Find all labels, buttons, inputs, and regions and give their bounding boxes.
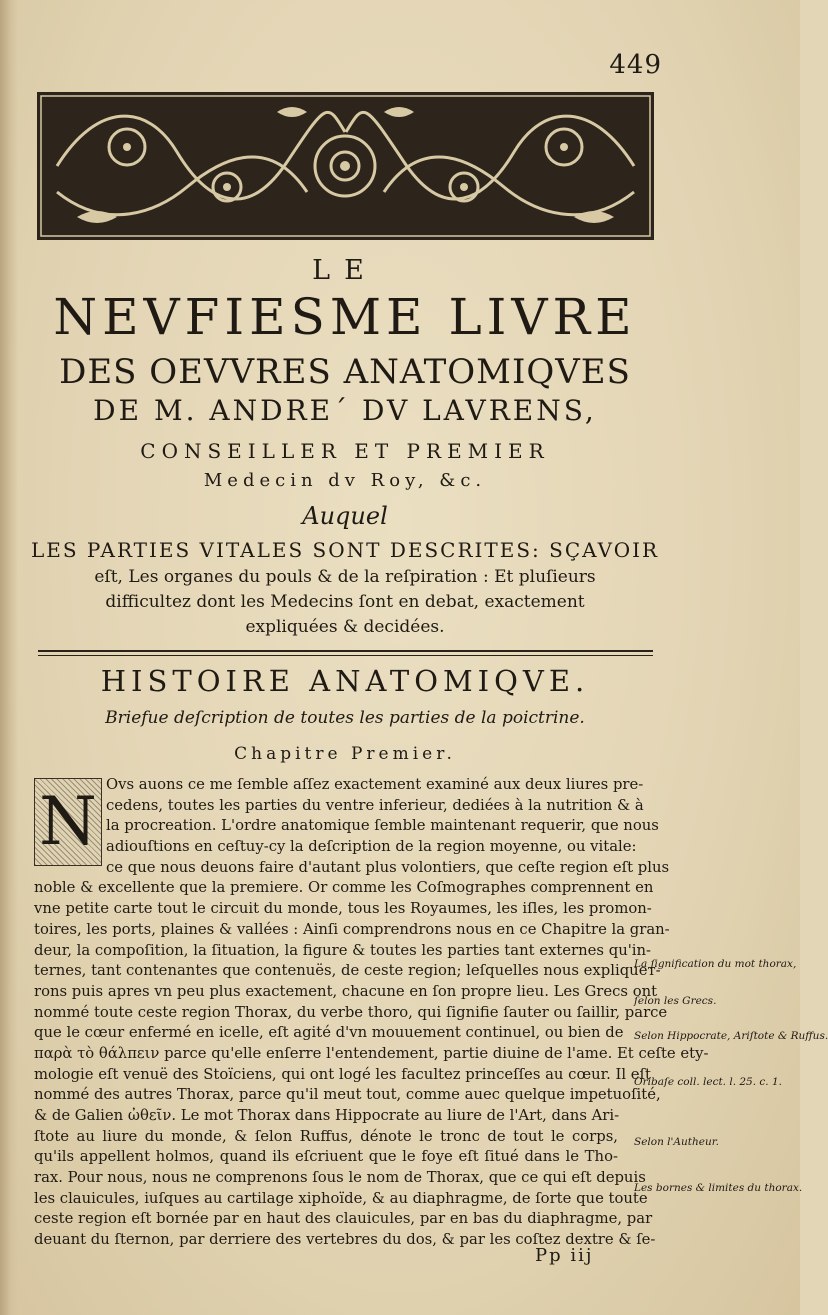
- text-line: cedens, toutes les parties du ventre inferieur, dediées à la nutrition & à: [106, 796, 644, 814]
- text-line: ce que nous deuons faire d'autant plus volontiers, que ceſte region eſt plus: [106, 858, 670, 876]
- page-number: 449: [609, 50, 662, 80]
- text-line: qu'ils appellent holmos, quand ils eſcriuent que le foye eſt ſitué dans le Tho-: [34, 1148, 618, 1166]
- text-line: deuant du ſternon, par derriere des vertebres du dos, & par les coſtez dextre & ſe-: [34, 1231, 656, 1249]
- subject-description: eſt, Les organes du pouls & de la reſpiration : Et pluſieurs difficultez dont les Medecins ſont en debat, exactement expliquées & decidées.: [94, 567, 596, 637]
- text-line: toires, les ports, plaines & vallées : Ainſi comprendrons nous en ce Chapitre la gran-: [34, 920, 670, 938]
- text-line: nommé des autres Thorax, parce qu'il meut tout, comme auec quelque impetuoſité,: [34, 1086, 661, 1104]
- auquel-line: Auquel: [302, 502, 388, 530]
- author-line: DE M. ANDRE´ DV LAVRENS,: [93, 394, 597, 427]
- text-line: noble & excellente que la premiere. Or comme les Coſmographes comprennent en: [34, 879, 654, 897]
- title-le: LE: [312, 255, 378, 286]
- margin-note: ſelon les Grecs.: [634, 995, 717, 1007]
- text-line: nommé toute ceste region Thorax, du verbe thoro, qui ſignifie ſauter ou ſaillir, parce: [34, 1003, 668, 1021]
- book-title: NEVFIESME LIVRE: [53, 288, 637, 346]
- text-line: la procreation. L'ordre anatomique ſemble maintenant requerir, que nous: [106, 817, 659, 835]
- author-office: CONSEILLER ET PREMIER: [140, 439, 550, 463]
- text-line: adiouſtions en ceſtuy-cy la deſcription de la region moyenne, ou vitale:: [106, 838, 637, 856]
- text-line: vne petite carte tout le circuit du monde, tous les Royaumes, les iſles, les promon-: [34, 900, 652, 918]
- text-line: ſtote au liure du monde, & ſelon Ruffus, dénote le tronc de tout le corps,: [34, 1127, 618, 1145]
- text-line: Ovs auons ce me ſemble aſſez exactement examiné aux deux liures pre-: [106, 776, 644, 793]
- ornamental-headpiece: [37, 92, 654, 240]
- margin-note: Oribaſe coll. lect. l. 25. c. 1.: [634, 1076, 782, 1088]
- section-heading: HISTOIRE ANATOMIQVE.: [100, 664, 590, 698]
- text-line: rons puis apres vn peu plus exactement, chacune en ſon propre lieu. Les Grecs ont: [34, 982, 658, 1000]
- margin-note: La ſignification du mot thorax,: [634, 958, 797, 970]
- text-line: & de Galien ὠθεῖν. Le mot Thorax dans Hippocrate au liure de l'Art, dans Ari-: [34, 1107, 620, 1124]
- page-gutter-shadow: [0, 0, 18, 1315]
- initial-letter: N: [35, 779, 101, 865]
- author-role: Medecin dv Roy, &c.: [203, 470, 487, 491]
- section-rule-thick: [38, 650, 653, 652]
- text-line: mologie eſt venuë des Stoïciens, qui ont logé les facultez princeſſes au cœur. Il eſt: [34, 1065, 651, 1083]
- text-line: deur, la compoſition, la ſituation, la figure & toutes les parties tant externes qu'in-: [34, 941, 652, 959]
- text-line: ternes, tant contenantes que contenuës, de ceste region; leſquelles nous expliqueт-: [34, 962, 661, 980]
- section-subheading: Briefue deſcription de toutes les parties de la poictrine.: [105, 708, 585, 728]
- work-title: DES OEVVRES ANATOMIQVES: [59, 352, 631, 392]
- subject-line: LES PARTIES VITALES SONT DESCRITES: SÇAVOIR: [30, 538, 660, 562]
- section-rule-thin: [38, 655, 653, 656]
- signature-mark: Pp iij: [535, 1245, 594, 1266]
- margin-note: Les bornes & limites du thorax.: [634, 1182, 803, 1194]
- text-line: παρὰ τὸ θάλπειν parce qu'elle enſerre l'entendement, partie diuine de l'ame. Et ceſte ety-: [34, 1044, 709, 1062]
- chapter-heading: Chapitre Premier.: [234, 744, 456, 764]
- text-line: ceste region eſt bornée par en haut des clauicules, par en bas du diaphragme, par: [34, 1210, 653, 1228]
- margin-note: Selon l'Autheur.: [634, 1136, 719, 1148]
- text-line: rax. Pour nous, nous ne comprenons ſous le nom de Thorax, que ce qui eſt depuis: [34, 1169, 646, 1187]
- text-line: les clauicules, iuſques au cartilage xiphoïde, & au diaphragme, de ſorte que toute: [34, 1189, 648, 1207]
- margin-note: Selon Hippocrate, Ariſtote & Ruffus.: [634, 1030, 828, 1042]
- text-line: que le cœur enfermé en icelle, eſt agité d'vn mouuement continuel, ou bien de: [34, 1024, 624, 1042]
